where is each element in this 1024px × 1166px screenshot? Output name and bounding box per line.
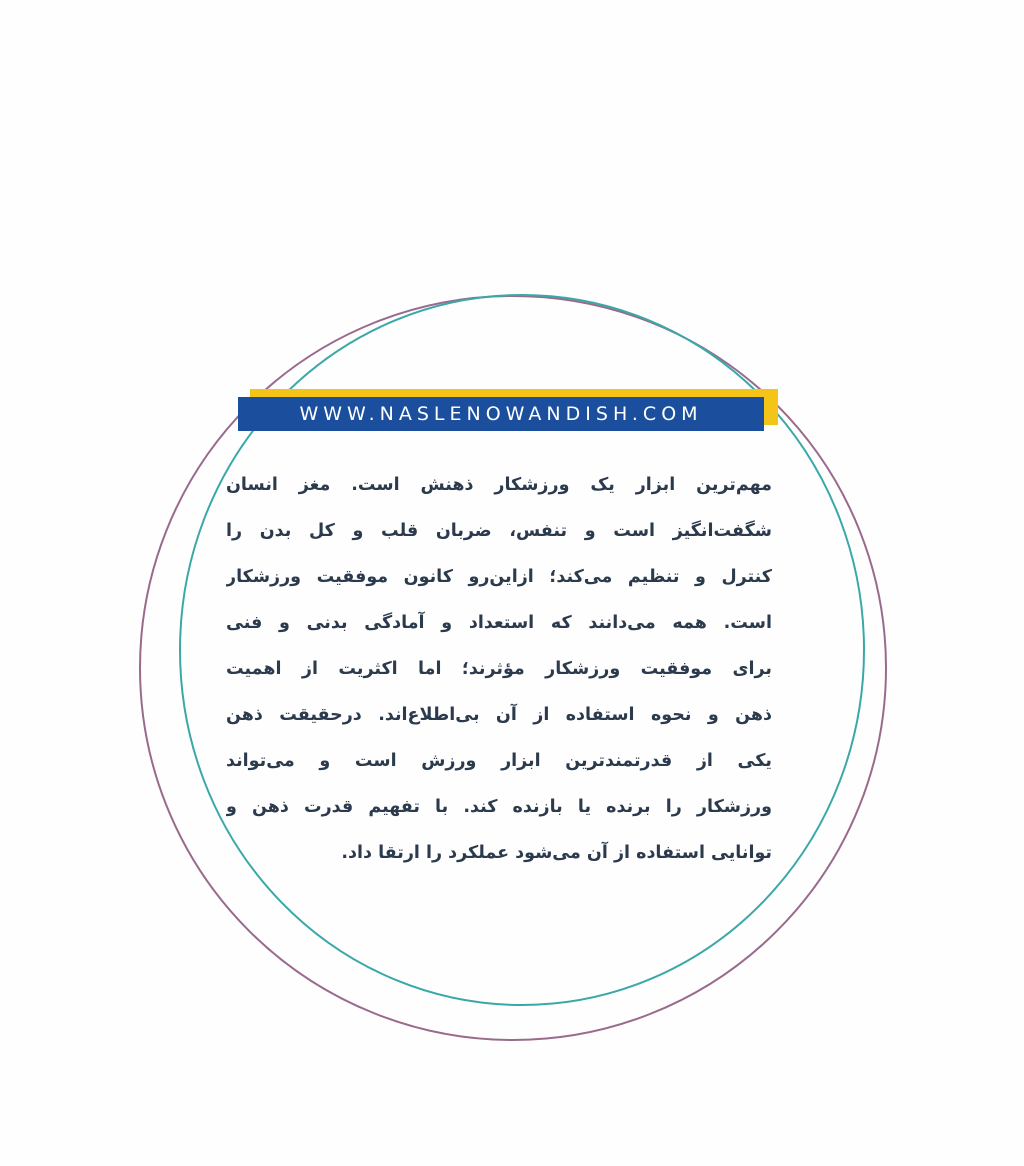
banner-blue-bar — [238, 397, 764, 431]
website-url[interactable]: WWW.NASLENOWANDISH.COM — [299, 403, 703, 425]
blurb-text — [226, 462, 772, 876]
blurb-line: ذهن و نحوه استفاده از آن بی‌اطلاع‌اند. درحقیقت ذهن — [226, 705, 772, 725]
blurb-line: کنترل و تنظیم می‌کند؛ ازاین‌رو کانون موفقیت ورزشکار — [226, 567, 772, 587]
blurb-line: یکی از قدرتمندترین ابزار ورزش است و می‌تواند — [226, 751, 772, 771]
blurb-line: ورزشکار را برنده یا بازنده کند. با تفهیم قدرت ذهن و — [226, 797, 772, 817]
blurb-line: است. همه می‌دانند که استعداد و آمادگی بدنی و فنی — [226, 613, 772, 633]
website-banner — [238, 394, 764, 434]
blurb-line: شگفت‌انگیز است و تنفس، ضربان قلب و کل بدن را — [226, 521, 772, 541]
blurb-line: توانایی استفاده از آن می‌شود عملکرد را ارتقا داد. — [341, 843, 772, 863]
blurb-line: برای موفقیت ورزشکار مؤثرند؛ اما اکثریت از اهمیت — [226, 659, 772, 679]
blurb-line: مهم‌ترین ابزار یک ورزشکار ذهنش است. مغز انسان — [226, 475, 772, 495]
